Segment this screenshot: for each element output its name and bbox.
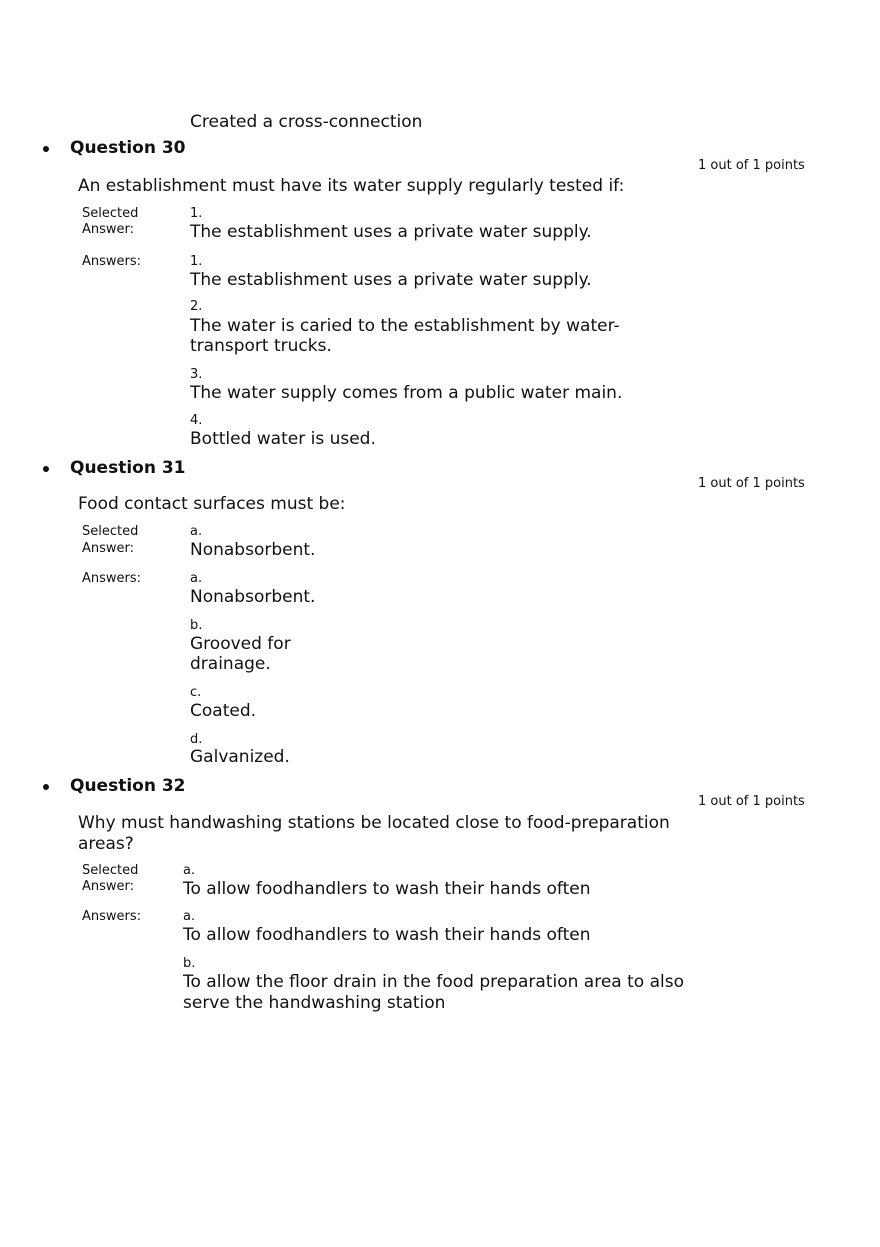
answers-label: Answers: <box>82 571 142 586</box>
answers-label: Answers: <box>82 254 142 269</box>
question-title: Question 31 <box>70 458 186 478</box>
selected-answer-label: Selected <box>82 863 139 878</box>
question-title: Question 32 <box>70 776 186 796</box>
selected-answer-label: Answer: <box>82 541 135 556</box>
answer-option-text: To allow the floor drain in the food preparation area to also <box>183 972 684 992</box>
answer-option-marker: 2. <box>190 299 203 314</box>
previous-answer-text: Created a cross-connection <box>190 112 423 132</box>
answer-option-marker: 1. <box>190 254 203 269</box>
points-score: 1 out of 1 points <box>698 794 805 809</box>
points-score: 1 out of 1 points <box>698 158 805 173</box>
selected-answer-text: Nonabsorbent. <box>190 540 316 560</box>
selected-answer-label: Answer: <box>82 879 135 894</box>
answer-option-marker: a. <box>183 909 196 924</box>
answer-option-marker: b. <box>183 956 196 971</box>
selected-answer-marker: a. <box>190 524 203 539</box>
answer-option-marker: a. <box>190 571 203 586</box>
answer-option-marker: 3. <box>190 367 203 382</box>
answer-option-marker: d. <box>190 732 203 747</box>
answer-option-text: The water is caried to the establishment by water- <box>190 316 620 336</box>
answer-option-marker: c. <box>190 685 202 700</box>
answer-option-marker: b. <box>190 618 203 633</box>
question-title: Question 30 <box>70 138 186 158</box>
answer-option-text: Bottled water is used. <box>190 429 376 449</box>
points-score: 1 out of 1 points <box>698 476 805 491</box>
selected-answer-label: Selected <box>82 524 139 539</box>
question-prompt: Why must handwashing stations be located close to food-preparation <box>78 813 670 833</box>
selected-answer-text: The establishment uses a private water supply. <box>190 222 592 242</box>
selected-answer-marker: 1. <box>190 206 203 221</box>
selected-answer-text: To allow foodhandlers to wash their hands often <box>183 879 591 899</box>
selected-answer-label: Selected <box>82 206 139 221</box>
bullet-icon <box>43 466 49 472</box>
answers-label: Answers: <box>82 909 142 924</box>
bullet-icon <box>43 146 49 152</box>
question-prompt: areas? <box>78 834 134 854</box>
selected-answer-label: Answer: <box>82 222 135 237</box>
answer-option-text: serve the handwashing station <box>183 993 446 1013</box>
answer-option-text: transport trucks. <box>190 336 332 356</box>
answer-option-text: Coated. <box>190 701 257 721</box>
answer-option-text: drainage. <box>190 654 271 674</box>
answer-option-text: To allow foodhandlers to wash their hands often <box>183 925 591 945</box>
bullet-icon <box>43 784 49 790</box>
answer-option-text: Galvanized. <box>190 747 290 767</box>
question-prompt: Food contact surfaces must be: <box>78 494 346 514</box>
answer-option-text: The water supply comes from a public water main. <box>190 383 623 403</box>
answer-option-text: The establishment uses a private water supply. <box>190 270 592 290</box>
question-prompt: An establishment must have its water supply regularly tested if: <box>78 176 625 196</box>
answer-option-marker: 4. <box>190 413 203 428</box>
answer-option-text: Grooved for <box>190 634 291 654</box>
selected-answer-marker: a. <box>183 863 196 878</box>
answer-option-text: Nonabsorbent. <box>190 587 316 607</box>
